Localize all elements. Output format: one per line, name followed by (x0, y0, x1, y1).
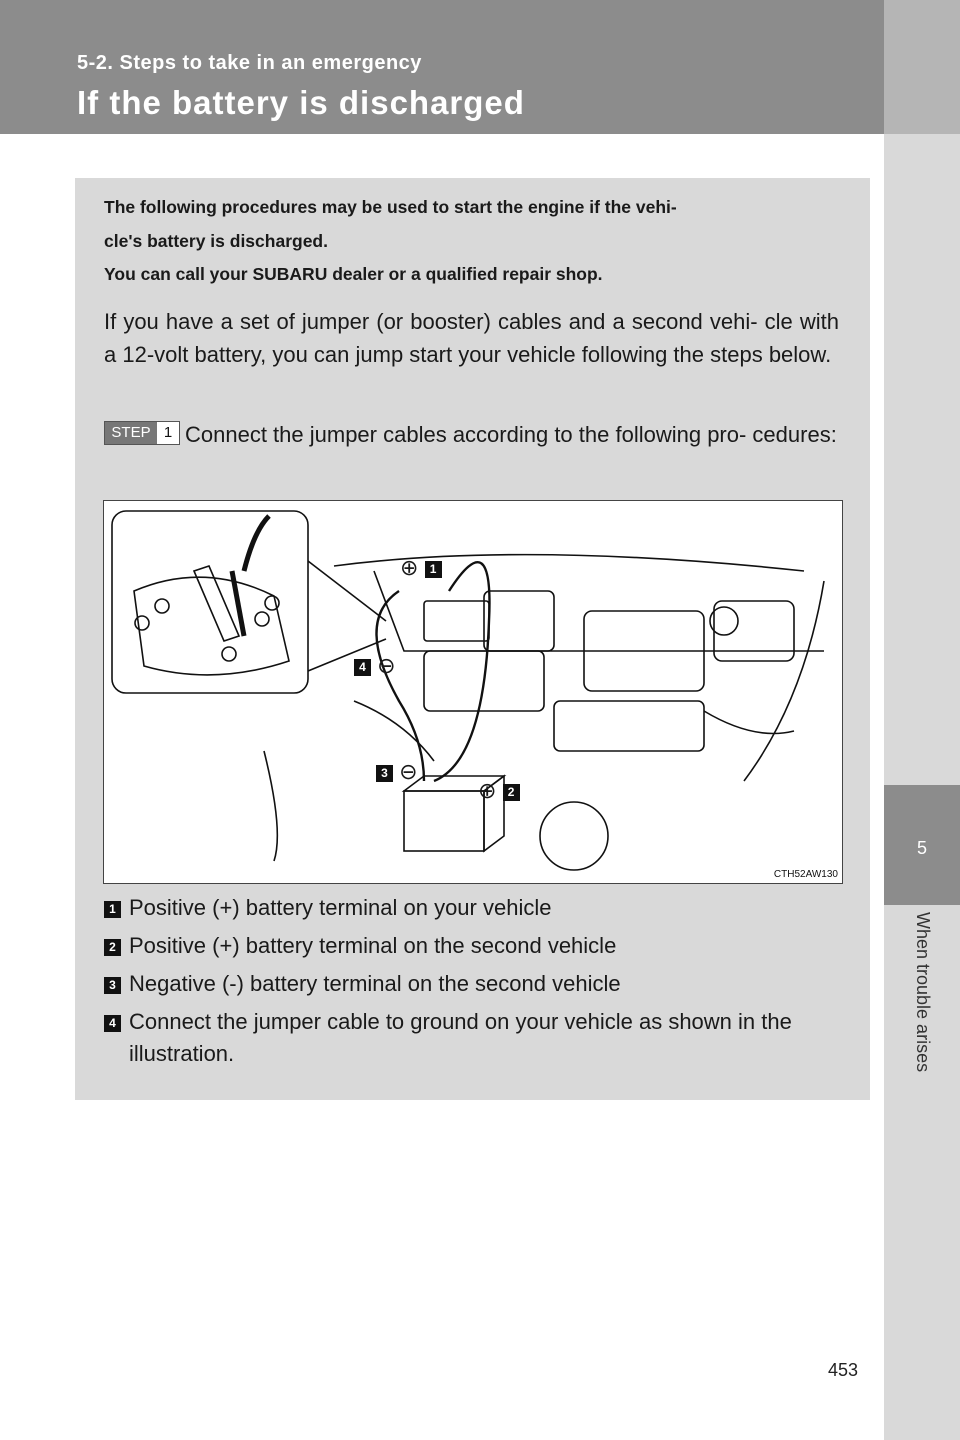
legend-text: Negative (-) battery terminal on the second vehicle (129, 971, 621, 996)
step-badge (104, 421, 180, 445)
chapter-number: 5 (916, 838, 927, 858)
callout-3: 3 ⊖ (376, 759, 418, 785)
legend-item-2 (104, 930, 839, 962)
legend-item-4 (104, 1006, 839, 1070)
page-header (0, 0, 884, 134)
second-battery (404, 791, 484, 851)
callout-4: 4 ⊖ (354, 653, 396, 679)
legend-marker: 3 (104, 977, 121, 994)
page-number: 453 (828, 1360, 859, 1380)
intro-line-3: You can call your SUBARU dealer or a qualified repair shop. (104, 264, 603, 284)
fender-left (264, 751, 277, 861)
legend-text: Positive (+) battery terminal on the second vehicle (129, 933, 617, 958)
page-title: If the battery is discharged (77, 84, 525, 121)
vehicle-battery (424, 601, 489, 641)
legend-marker: 1 (104, 901, 121, 918)
chapter-label: When trouble arises (913, 912, 933, 1073)
callout-2: ⊕ 2 (478, 778, 520, 804)
step-text: Connect the jumper cables according to the following pro- cedures: (185, 422, 837, 447)
engine-bay-drawing (104, 501, 842, 883)
legend-marker: 2 (104, 939, 121, 956)
jump-start-illustration (103, 500, 843, 884)
intro-line-1: The following procedures may be used to start the engine if the vehi- (104, 197, 677, 217)
legend-text: Positive (+) battery terminal on your vehicle (129, 895, 552, 920)
legend-item-3 (104, 968, 839, 1000)
intro-line-2: cle's battery is discharged. (104, 231, 328, 251)
figure-code: CTH52AW130 (773, 869, 838, 880)
positive-cable (434, 562, 490, 781)
body-paragraph: If you have a set of jumper (or booster) cables and a second vehi- cle with a 12-volt battery, you can jump start your vehicle following the steps below. (104, 309, 839, 367)
section-heading: 5-2. Steps to take in an emergency (77, 52, 422, 74)
step-badge-label: STEP (105, 422, 157, 444)
legend-item-1 (104, 892, 839, 924)
inset-strut-mount (134, 577, 289, 675)
callout-1: ⊕ 1 (400, 555, 442, 581)
step-badge-number: 1 (163, 424, 173, 441)
emblem-circle (540, 802, 608, 870)
legend-marker: 4 (104, 1015, 121, 1032)
legend-text: Connect the jumper cable to ground on your vehicle as shown in the illustration. (129, 1009, 792, 1066)
fender-right (744, 581, 824, 781)
side-tab-top (884, 0, 960, 134)
